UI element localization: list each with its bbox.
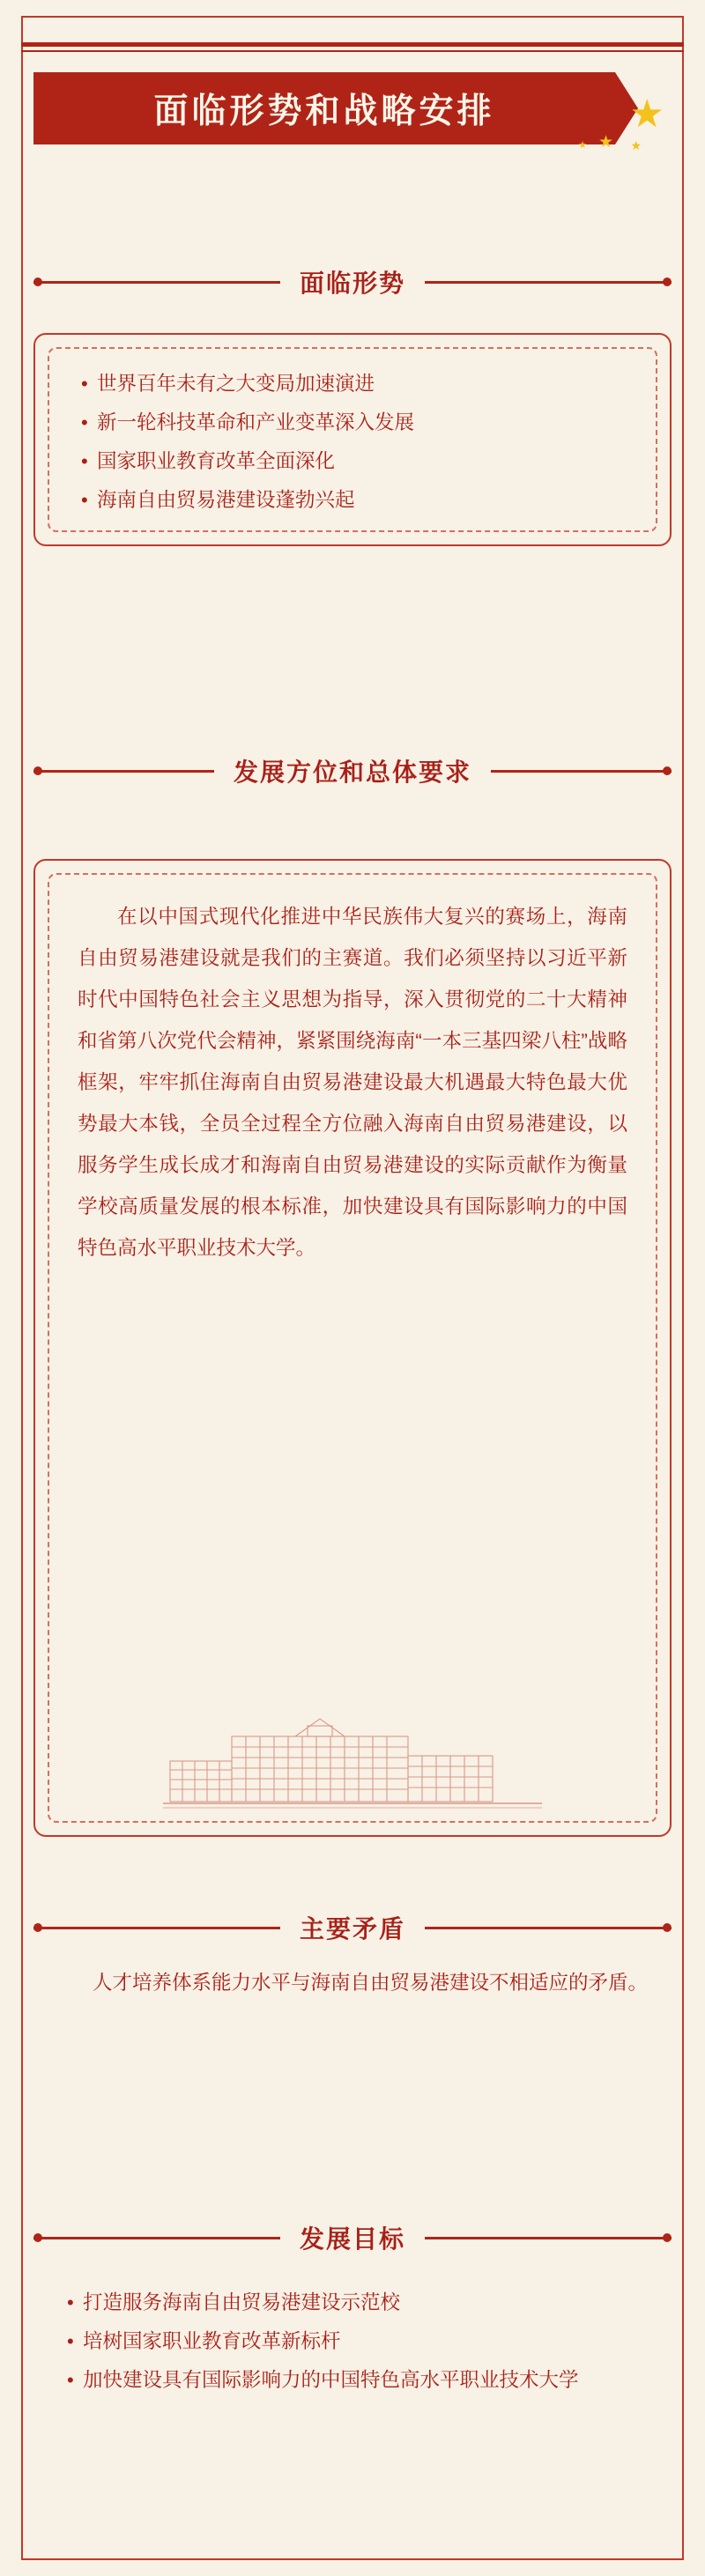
- title-banner: [33, 72, 672, 152]
- rail-left-1: [33, 281, 280, 284]
- banner-shape: [33, 72, 615, 144]
- rail-right-2: [491, 770, 672, 773]
- list-item: • 培树国家职业教育改革新标杆: [63, 2322, 672, 2361]
- section-title-1: 面临形势: [300, 270, 406, 297]
- section-heading-2: [33, 753, 672, 788]
- list-item: • 世界百年未有之大变局加速演进: [78, 365, 414, 403]
- section-title-3: 主要矛盾: [300, 1915, 406, 1943]
- section-heading-3: [33, 1910, 672, 1945]
- section-title-2: 发展方位和总体要求: [234, 759, 472, 786]
- section-2-paragraph: 在以中国式现代化推进中华民族伟大复兴的赛场上，海南自由贸易港建设就是我们的主赛道。我们必须坚持以习近平新时代中国特色社会主义思想为指导，深入贯彻党的二十大精神和省第八次党代会精神，紧紧围绕海南“一本三基四梁八柱”战略框架，牢牢抓住海南自由贸易港建设最大机遇最大特色最大优势最大本钱，全员全过程全方位融入海南自由贸易港建设，以服务学生成长成才和海南自由贸易港建设的实际贡献作为衡量学校高质量发展的根本标准，加快建设具有国际影响力的中国特色高水平职业技术大学。: [78, 906, 627, 1259]
- top-rule-thin: [21, 50, 684, 52]
- rail-left-3: [33, 1927, 280, 1929]
- list-item: • 打造服务海南自由贸易港建设示范校: [63, 2284, 672, 2322]
- list-item: • 海南自由贸易港建设蓬勃兴起: [78, 481, 414, 520]
- list-item: • 国家职业教育改革全面深化: [78, 442, 414, 481]
- rail-right-3: [425, 1927, 672, 1929]
- star-icon-small-1: ★: [597, 133, 613, 152]
- section-2-box: [33, 859, 672, 1837]
- rail-right-4: [425, 2237, 672, 2239]
- list-item: • 新一轮科技革命和产业变革深入发展: [78, 403, 414, 442]
- rail-left-4: [33, 2237, 280, 2239]
- star-icon-small-2: ★: [630, 138, 642, 152]
- top-rule-thick: [21, 42, 684, 47]
- section-title-4: 发展目标: [300, 2225, 406, 2253]
- section-1-box: [33, 333, 672, 546]
- campus-building-illustration: [163, 1706, 542, 1812]
- section-3-paragraph: 人才培养体系能力水平与海南自由贸易港建设不相适应的矛盾。: [93, 1972, 649, 1994]
- page-title: 面临形势和战略安排: [153, 93, 495, 130]
- section-4-list: [63, 2284, 672, 2400]
- section-heading-1: [33, 264, 672, 300]
- star-icon-small-3: ★: [578, 140, 587, 151]
- list-item: • 加快建设具有国际影响力的中国特色高水平职业技术大学: [63, 2361, 672, 2400]
- rail-right-1: [425, 281, 672, 284]
- section-1-list: [78, 365, 414, 520]
- rail-left-2: [33, 770, 214, 773]
- section-heading-4: [33, 2220, 672, 2255]
- star-icon: ★: [629, 93, 664, 136]
